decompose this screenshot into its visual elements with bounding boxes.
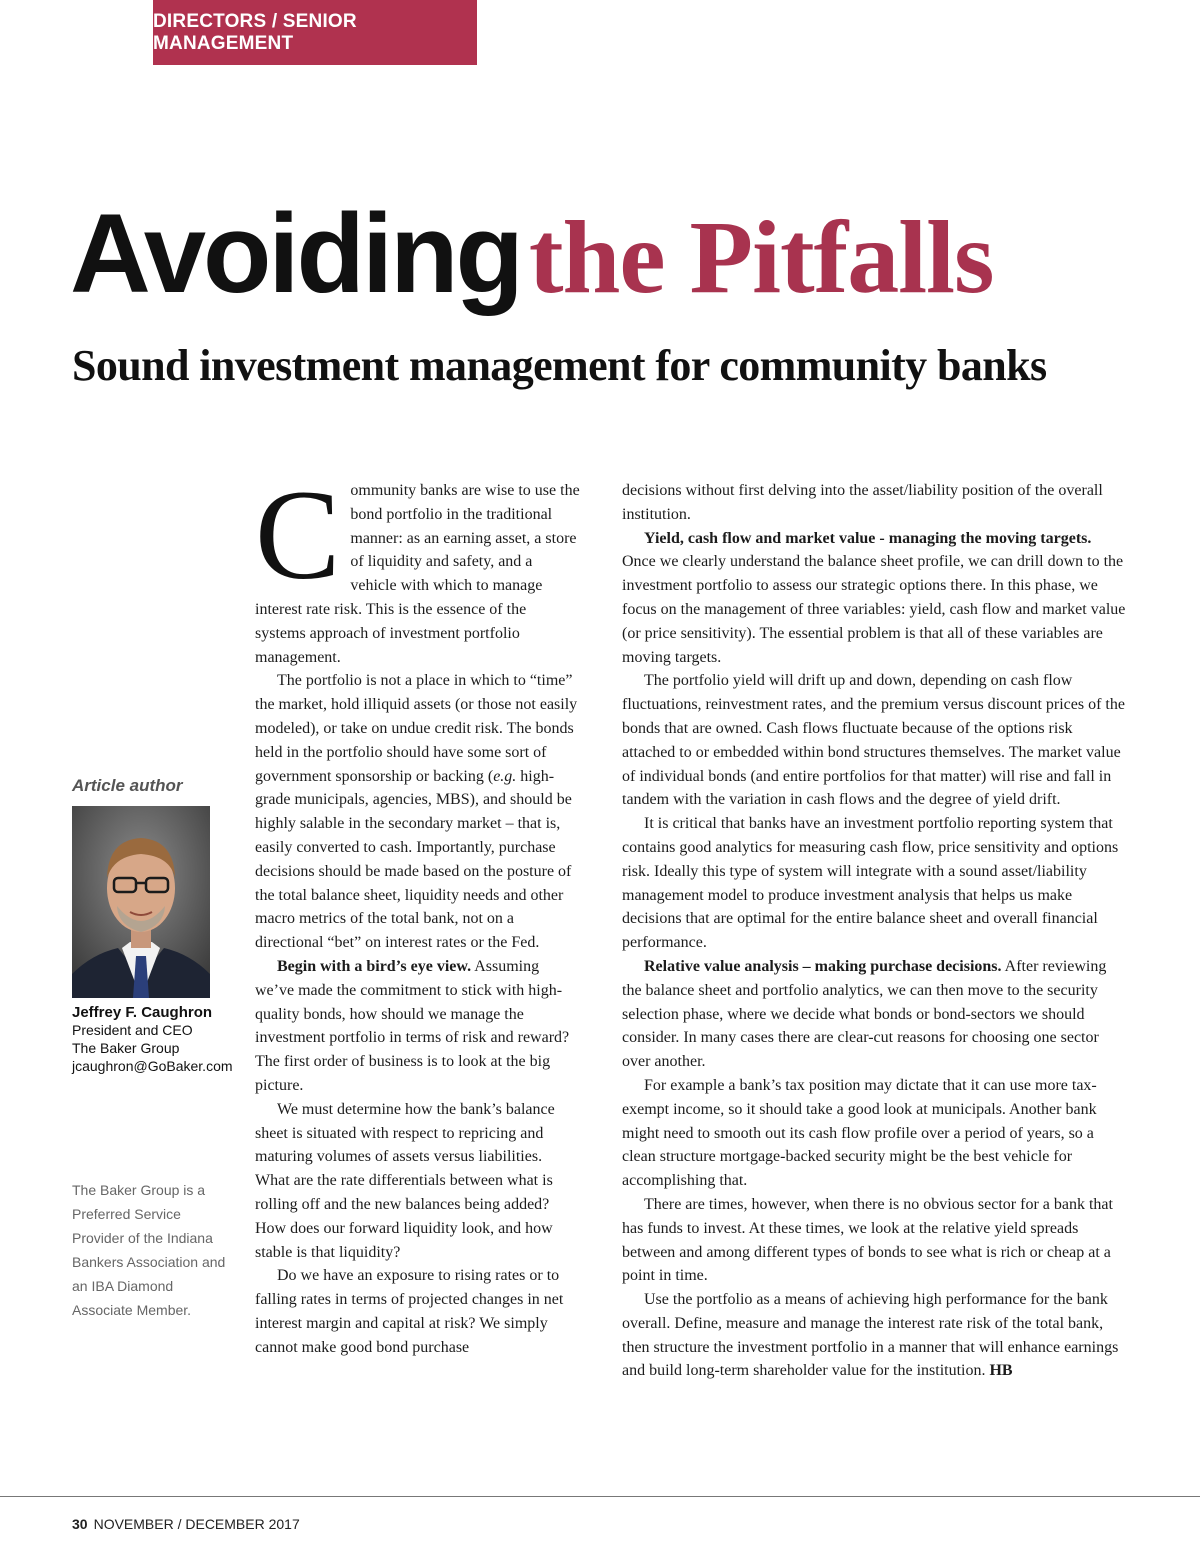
article-paragraph: Use the portfolio as a means of achieving high performance for the bank overall. Define, measure and manage the interest rate risk of the total bank, then structure the investment portfolio in a manner that will enhance earnings and build long-term shareholder value for the institution. HB — [622, 1291, 1119, 1380]
article-paragraph: The portfolio yield will drift up and down, depending on cash flow fluctuations, reinvestment rates, and the premium versus discount prices of the bonds that are owned. Cash flows fluctuate because of the options risk attached to or embedded within bond structures themselves. The market value of individual bonds (and entire portfolios for that matter) will rise and fall in tandem with the variation in cash flows and the degree of yield drift. — [622, 672, 1125, 809]
article-paragraph: The portfolio is not a place in which to “time” the market, hold illiquid assets (or those not easily modeled), or take on undue credit risk. The bonds held in the portfolio should have some sort of government sponsorship or backing (e.g. high-grade municipals, agencies, MBS), and should be highly salable in the secondary market – that is, easily converted to cash. Importantly, purchase decisions should be made based on the posture of the total balance sheet, liquidity needs and other macro metrics of the total bank, not on a directional “bet” on interest rates or the Fed. — [255, 672, 578, 952]
article-paragraph: Begin with a bird’s eye view. Assuming we’ve made the commitment to stick with high-quality bonds, how should we manage the investment portfolio in terms of risk and reward? The first order of business is to look at the big picture. — [255, 957, 570, 1094]
author-company: The Baker Group — [72, 1040, 180, 1056]
author-title: President and CEO — [72, 1022, 193, 1038]
author-email-link[interactable]: jcaughron@GoBaker.com — [72, 1058, 233, 1074]
article-paragraph: It is critical that banks have an investment portfolio reporting system that contains good analytics for measuring cash flow, price sensitivity and options risk. Ideally this type of system will integrate with a sound asset/liability management model to produce investment analysis that helps us make decisions that are optimal for the entire balance sheet and overall financial performance. — [622, 815, 1119, 952]
article-paragraph: Yield, cash flow and market value - managing the moving targets. Once we clearly understand the balance sheet profile, we can drill down to the investment portfolio to assess our strategic options there. In this phase, we focus on the management of three variables: yield, cash flow and market value (or price sensitivity). The essential problem is that all of these variables are moving targets. — [622, 529, 1126, 666]
headline — [70, 191, 994, 316]
section-heading: Relative value analysis – making purchase decisions. — [644, 957, 1002, 975]
sponsor-note: The Baker Group is a Preferred Service Provider of the Indiana Bankers Association and an IBA Diamond Associate Member. — [72, 1182, 226, 1318]
end-mark: HB — [989, 1362, 1013, 1380]
issue-date: NOVEMBER / DECEMBER 2017 — [93, 1516, 300, 1532]
headline-part2: the Pitfalls — [528, 200, 994, 315]
article-paragraph: Community banks are wise to use the bond portfolio in the traditional manner: as an earning asset, a store of liquidity and safety, and a vehicle with which to manage interest rate risk. This is the essence of the systems approach of investment portfolio management. — [255, 464, 580, 666]
section-heading: Yield, cash flow and market value - managing the moving targets. — [644, 529, 1092, 547]
page-number: 30 — [72, 1516, 88, 1532]
article-column-1 — [255, 464, 580, 1359]
article-column-2 — [622, 479, 1127, 1383]
article-paragraph: For example a bank’s tax position may dictate that it can use more tax-exempt income, so it should take a good look at municipals. Another bank might need to smooth out its cash flow profile over a period of years, so a clean structure mortgage-backed security might be the best vehicle for accomplishing that. — [622, 1076, 1097, 1190]
footer-divider — [0, 1496, 1200, 1497]
article-paragraph: Relative value analysis – making purchase decisions. After reviewing the balance sheet and portfolio analytics, we can then move to the security selection phase, where we decide what bonds or bond-sectors we should consider. In many cases there are clear-cut reasons for choosing one sector over another. — [622, 957, 1107, 1071]
subheadline: Sound investment management for community banks — [72, 341, 1047, 390]
section-heading: Begin with a bird’s eye view. — [277, 957, 472, 975]
section-tab — [153, 0, 477, 65]
article-paragraph: Do we have an exposure to rising rates or to falling rates in terms of projected changes in net interest margin and capital at risk? We simply cannot make good bond purchase — [255, 1267, 564, 1356]
author-name: Jeffrey F. Caughron — [72, 1004, 213, 1021]
article-paragraph: We must determine how the bank’s balance sheet is situated with respect to repricing and maturing volumes of assets versus liabilities. What are the rate differentials between what is rolling off and the new balances being added? How does our forward liquidity look, and how stable is that liquidity? — [255, 1100, 555, 1261]
section-tab-label: DIRECTORS / SENIOR MANAGEMENT — [153, 10, 357, 54]
headline-part1: Avoiding — [70, 191, 521, 316]
article-paragraph: decisions without first delving into the asset/liability position of the overall institution. — [622, 482, 1103, 523]
drop-cap: C — [255, 464, 341, 606]
author-photo — [72, 806, 210, 998]
article-paragraph: There are times, however, when there is no obvious sector for a bank that has funds to invest. At these times, we look at the relative yield spreads between and among different types of bonds to see what is rich or cheap at a point in time. — [622, 1195, 1113, 1285]
page-footer — [72, 1516, 300, 1532]
author-sidebar — [72, 776, 242, 1075]
article-author-label: Article author — [72, 776, 183, 795]
